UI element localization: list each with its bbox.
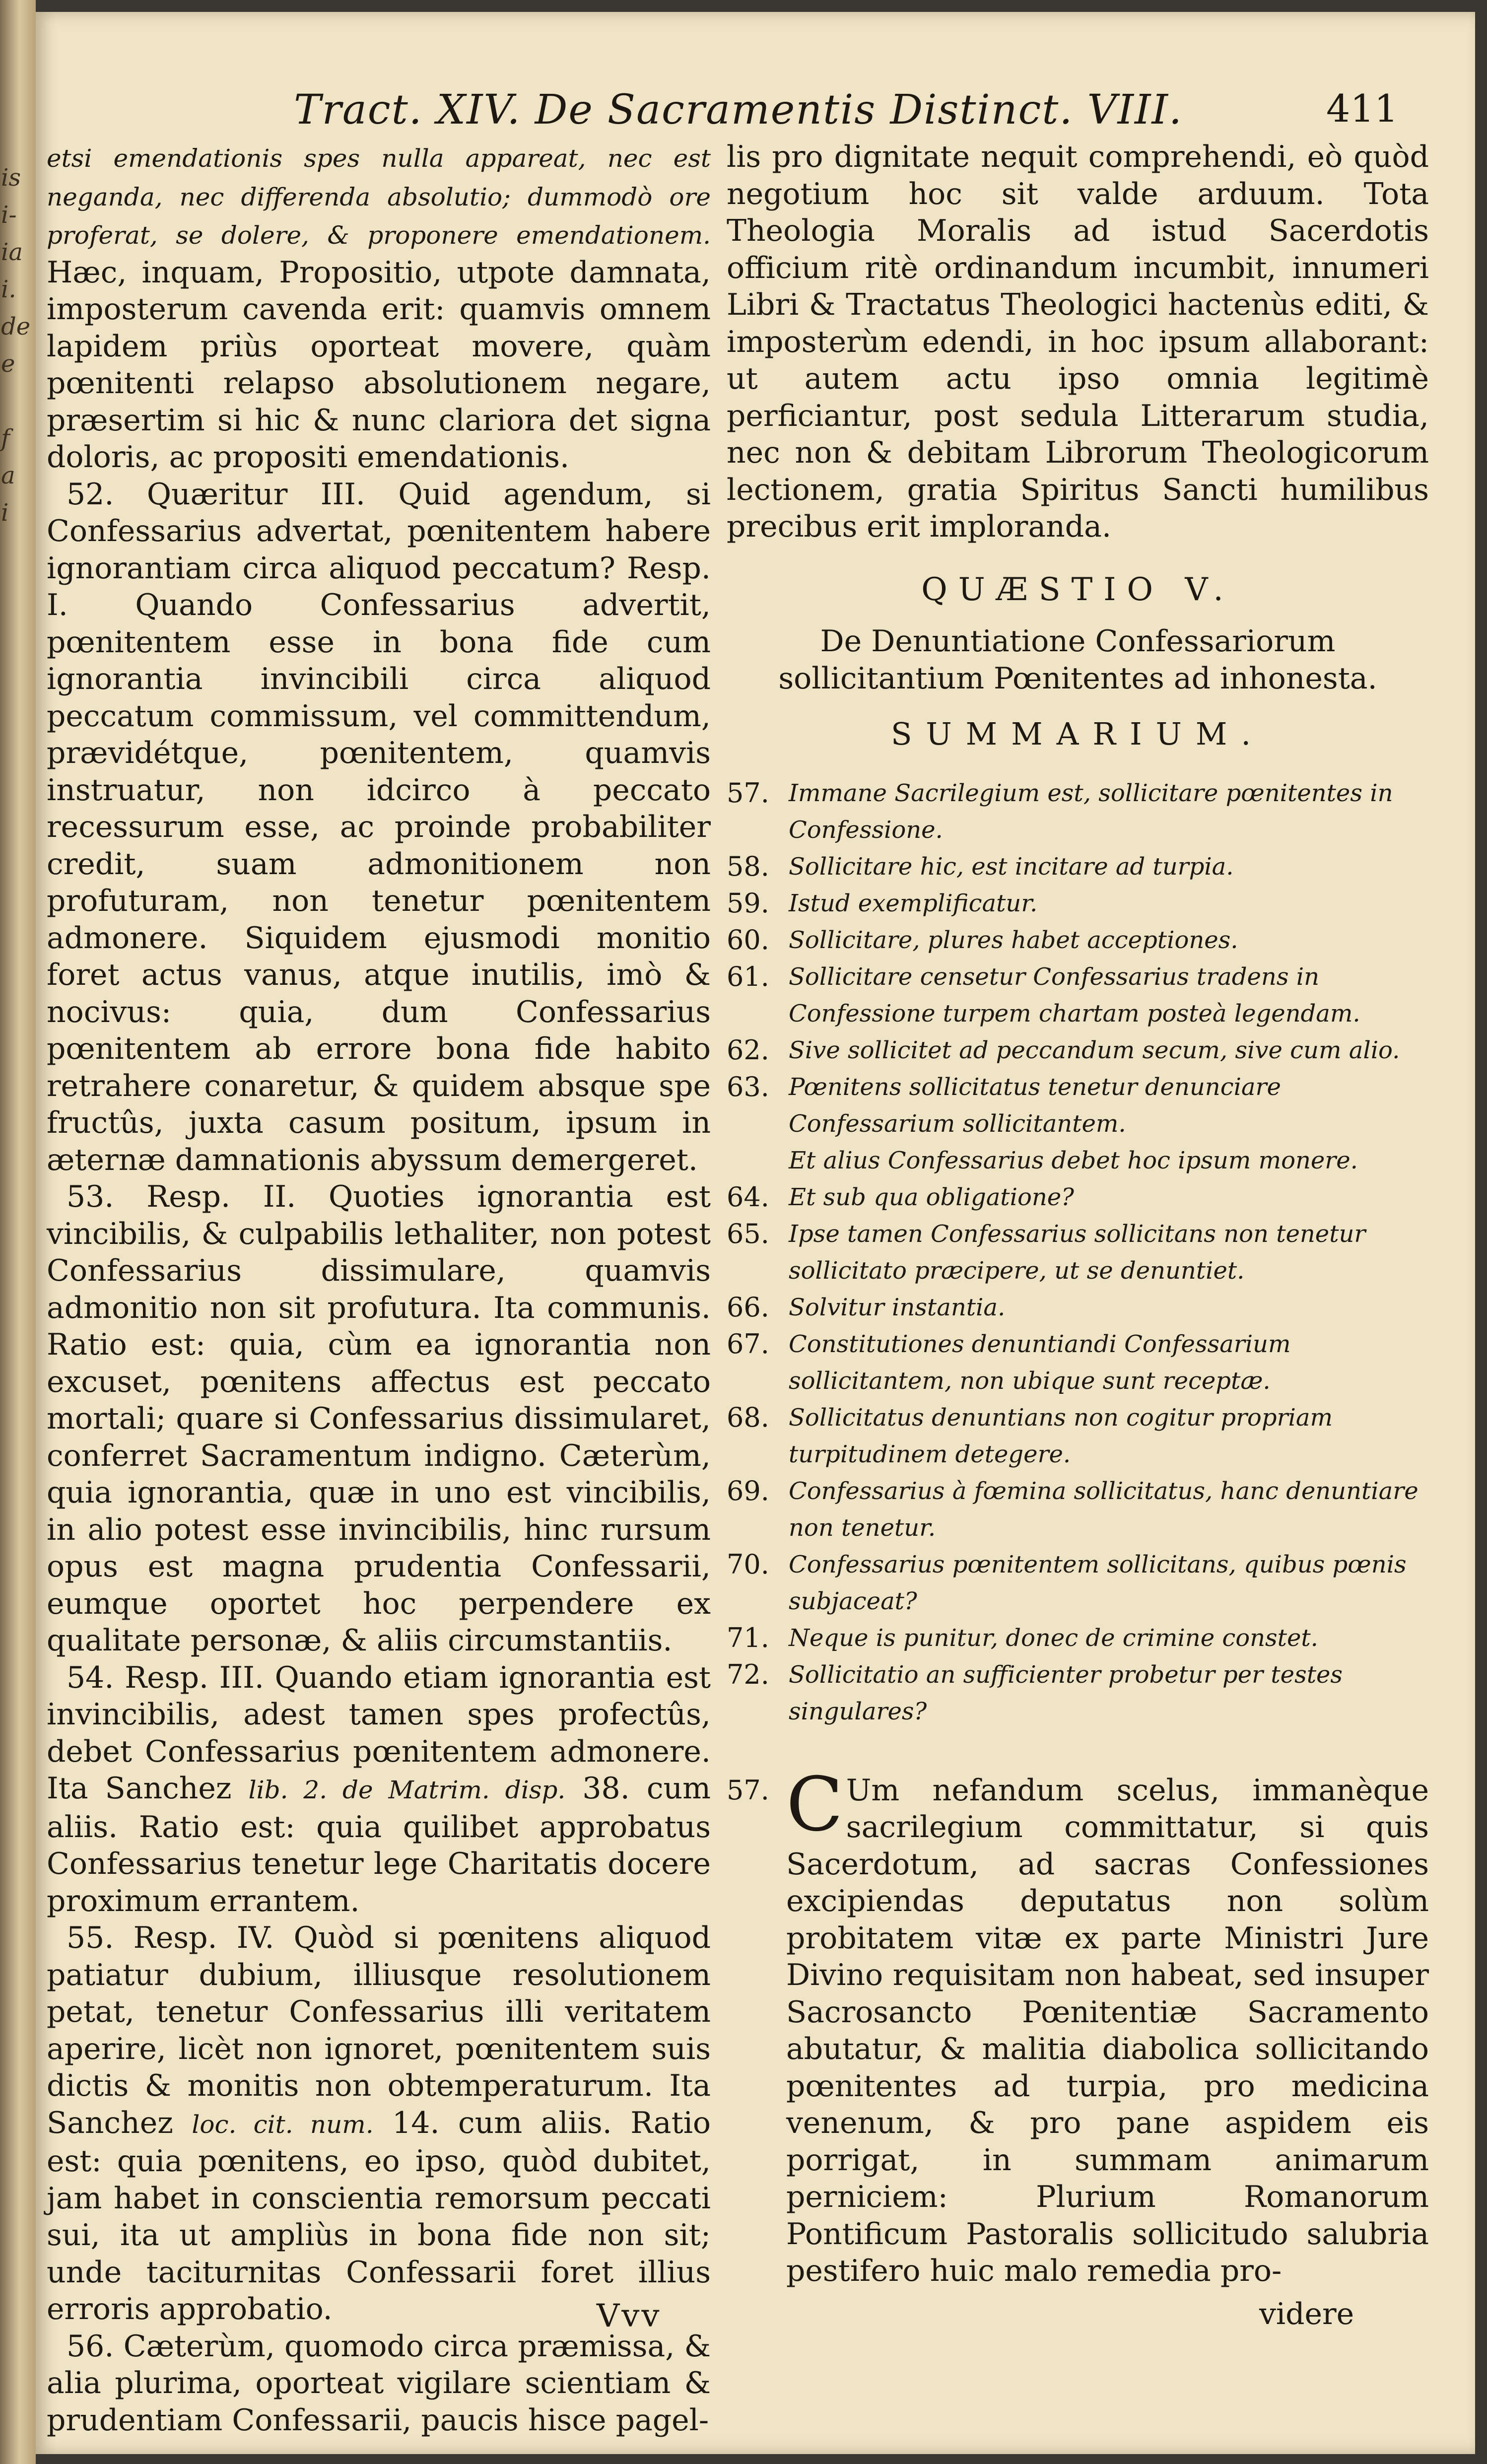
summarium-text: Confessarius pœnitentem sollicitans, quibus pœnis subjaceat? — [789, 1550, 1407, 1615]
margin-fragment: de — [1, 313, 31, 341]
section-57-text: Um nefandum scelus, immanèque sacrilegium committatur, si quis Sacerdotum, ad sacras Confessiones excipiendas deputatus non solùm probitatem vitæ ex parte Ministri Jure Divino requisitam non habeat, sed insuper Sacrosancto Pœnitentiæ Sacramento abutatur, & malitia diabolica sollicitando pœnitentes ad turpia, pro medicina venenum, & pro pane aspidem eis porrigat, in summam animarum perniciem: Plurium Romanorum Pontificum Pastoralis sollicitudo salubria pestifero huic malo remedia pro- — [786, 1773, 1429, 2288]
summarium-text: Sollicitatus denuntians non cogitur propriam turpitudinem detegere. — [789, 1403, 1333, 1468]
summarium-text: Solvitur instantia. — [789, 1293, 1006, 1321]
summarium-number: 68. — [727, 1401, 769, 1433]
summarium-heading: SUMMARIUM. — [890, 716, 1265, 752]
margin-fragment: f — [1, 424, 10, 452]
quaestio-heading: QUÆSTIO V. — [921, 571, 1234, 608]
summarium-number: 62. — [727, 1034, 769, 1066]
summarium-number: 58. — [727, 850, 769, 882]
running-head: Tract. XIV. De Sacramentis Distinct. VIII. — [294, 86, 1183, 134]
catchword: videre — [1259, 2297, 1354, 2331]
summarium-number: 66. — [727, 1291, 769, 1323]
summarium-number: 69. — [727, 1475, 769, 1506]
summarium-text: Istud exemplificatur. — [789, 889, 1038, 917]
summarium-text: Ipse tamen Confessarius sollicitans non tenetur sollicitato præcipere, ut se denuntiet. — [789, 1220, 1366, 1285]
drop-cap: C — [786, 1761, 843, 1848]
summarium-text: Sollicitare censetur Confessarius tradens in Confessione turpem chartam posteà legendam. — [789, 962, 1360, 1027]
margin-fragment: is — [1, 164, 21, 192]
section-57 — [727, 1761, 1429, 2290]
summarium-item — [727, 1216, 1429, 1289]
summarium-item — [727, 1326, 1429, 1399]
summarium-number: 61. — [727, 960, 769, 992]
margin-fragment: i- — [1, 201, 17, 229]
margin-fragment: i — [1, 499, 9, 527]
summarium-text: Sive sollicitet ad peccandum secum, sive cum alio. — [789, 1036, 1400, 1064]
section-number: 57. — [727, 1774, 769, 1806]
summarium-text: Constitutiones denuntiandi Confessarium sollicitantem, non ubique sunt receptæ. — [789, 1330, 1291, 1395]
p55-text: 55. Resp. IV. Quòd si pœnitens aliquod patiatur dubium, illiusque resolutionem petat, tenetur Confessarius illi veritatem aperire, licèt non ignoret, pœnitentem suis dictis & monitis non obtemperaturum. Ita Sanchez — [47, 1920, 711, 2140]
paragraph-continuation: lis pro dignitate nequit comprehendi, eò quòd negotium hoc sit valde arduum. Tota Theologia Moralis ad istud Sacerdotis officium ritè ordinandum incumbit, innumeri Libri & Tractatus Theologici hactenùs editi, & imposterùm edendi, in hoc ipsum allaborant: ut autem actu ipso omnia legitimè perficiantur, post sedula Litterarum studia, nec non & debitam Librorum Theologicorum lectionem, gratia Spiritus Sancti humilibus precibus erit imploranda. — [727, 139, 1429, 544]
summarium-item — [727, 922, 1429, 958]
right-column — [727, 138, 1429, 2290]
summarium-number: 63. — [727, 1071, 769, 1102]
margin-fragment: a — [1, 462, 15, 489]
paragraph-54 — [47, 1659, 711, 1920]
summarium-item — [727, 1473, 1429, 1546]
summarium-item — [727, 775, 1429, 848]
summarium-text: Sollicitare hic, est incitare ad turpia. — [789, 852, 1234, 881]
book-page — [36, 12, 1475, 2454]
section-57-body — [786, 1761, 1429, 2290]
summarium-item — [727, 1032, 1429, 1069]
summarium-item — [727, 848, 1429, 885]
quaestio-description: De Denuntiatione Confessariorum sollicitantium Pœnitentes ad inhonesta. — [778, 624, 1377, 696]
margin-fragment: ia — [1, 238, 23, 266]
summarium-number: 70. — [727, 1548, 769, 1580]
paragraph-52: 52. Quæritur III. Quid agendum, si Confessarius advertat, pœnitentem habere ignorantiam circa aliquod peccatum? Resp. I. Quando Confessarius advertit, pœnitentem esse in bona fide cum ignorantia invincibili circa aliquod peccatum commissum, vel committendum, prævidétque, pœnitentem, quamvis instruatur, non idcirco à peccato recessurum esse, ac proinde probabiliter credit, suam admonitionem non profuturam, non tenetur pœnitentem admonere. Siquidem ejusmodi monitio foret actus vanus, atque inutilis, imò & nocivus: quia, dum Confessarius pœnitentem ab errore bona fide habito retrahere conaretur, & quidem absque spe fructûs, juxta casum positum, ipsum in æternæ damnationis abyssum demergeret. — [47, 477, 711, 1177]
p54-reference: lib. 2. de Matrim. disp. — [248, 1776, 566, 1804]
summarium-number: 71. — [727, 1622, 769, 1653]
signature-mark: Vvv — [597, 2298, 662, 2334]
summarium-item — [727, 1656, 1429, 1730]
summarium-number: 72. — [727, 1658, 769, 1690]
paragraph-lead — [47, 138, 711, 476]
summarium-item — [727, 1546, 1429, 1620]
summarium-text: Pœnitens sollicitatus tenetur denunciare Confessarium sollicitantem. — [789, 1073, 1281, 1138]
p54-text: 54. Resp. III. Quando etiam ignorantia est invincibilis, adest tamen spes profectûs, debet Confessarius pœnitentem admonere. Ita Sanchez — [47, 1660, 711, 1806]
page-number: 411 — [1326, 86, 1399, 131]
summarium-text: Neque is punitur, donec de crimine constet. — [789, 1624, 1318, 1652]
paragraph-55 — [47, 1919, 711, 2328]
summarium-text: Et alius Confessarius debet hoc ipsum monere. — [789, 1146, 1358, 1174]
summarium-number — [727, 1142, 789, 1179]
paragraph-56: 56. Cæterùm, quomodo circa præmissa, & alia plurima, oporteat vigilare scientiam & prudentiam Confessarii, paucis hisce pagel- — [47, 2328, 711, 2438]
lead-rest: Hæc, inquam, Propositio, utpote damnata, imposterum cavenda erit: quamvis omnem lapidem priùs oporteat movere, quàm pœnitenti relapso absolutionem negare, præsertim si hic & nunc clariora det signa doloris, ac propositi emendationis. — [47, 255, 711, 475]
summarium-item — [727, 1289, 1429, 1326]
summarium-text: Et sub qua obligatione? — [789, 1183, 1074, 1211]
summarium-list — [727, 775, 1429, 1730]
summarium-text: Confessarius à fœmina sollicitatus, hanc denuntiare non tenetur. — [789, 1477, 1419, 1542]
summarium-number: 64. — [727, 1181, 769, 1213]
paragraph-53: 53. Resp. II. Quoties ignorantia est vincibilis, & culpabilis lethaliter, non potest Confessarius dissimulare, quamvis admonitio non sit profutura. Ita communis. Ratio est: quia, cùm ea ignorantia non excuset, pœnitens affectus est peccato mortali; quare si Confessarius dissimularet, conferret Sacramentum indigno. Cæterùm, quia ignorantia, quæ in uno est vincibilis, in alio potest esse invincibilis, hinc rursum opus est magna prudentia Confessarii, eumque oportet hoc perpendere ex qualitate personæ, & aliis circumstantiis. — [47, 1179, 711, 1658]
left-column — [47, 138, 711, 2439]
summarium-item — [727, 1399, 1429, 1473]
summarium-item — [727, 885, 1429, 922]
summarium-number: 67. — [727, 1328, 769, 1360]
adjacent-page-edge — [0, 0, 36, 2464]
summarium-text: Sollicitare, plures habet acceptiones. — [789, 926, 1238, 954]
p54-text-b: 38. cum aliis. Ratio est: quia quilibet approbatus Confessarius tenetur lege Charitatis docere proximum errantem. — [47, 1771, 711, 1918]
margin-fragment: i. — [1, 275, 16, 303]
p55-text-b: 14. cum aliis. Ratio est: quia pœnitens, eo ipso, quòd dubitet, jam habet in conscientia remorsum peccati sui, ita ut ampliùs in bona fide non sit; unde taciturnitas Confessarii foret illius erroris approbatio. — [47, 2105, 711, 2327]
summarium-item — [727, 1069, 1429, 1142]
lead-italic: etsi emendationis spes nulla appareat, nec est neganda, nec differenda absolutio; dummodò ore proferat, se dolere, & proponere emendationem. — [47, 144, 711, 250]
summarium-number: 57. — [727, 777, 769, 809]
summarium-number: 60. — [727, 924, 769, 956]
summarium-item — [727, 1620, 1429, 1656]
summarium-number: 65. — [727, 1218, 769, 1249]
p55-reference: loc. cit. num. — [192, 2110, 374, 2139]
margin-fragment: e — [1, 350, 15, 378]
summarium-text: Sollicitatio an sufficienter probetur per testes singulares? — [789, 1660, 1343, 1725]
summarium-item — [727, 1179, 1429, 1216]
summarium-item — [727, 1142, 1429, 1179]
summarium-number: 59. — [727, 887, 769, 919]
summarium-text: Immane Sacrilegium est, sollicitare pœnitentes in Confessione. — [789, 779, 1393, 844]
summarium-item — [727, 958, 1429, 1032]
